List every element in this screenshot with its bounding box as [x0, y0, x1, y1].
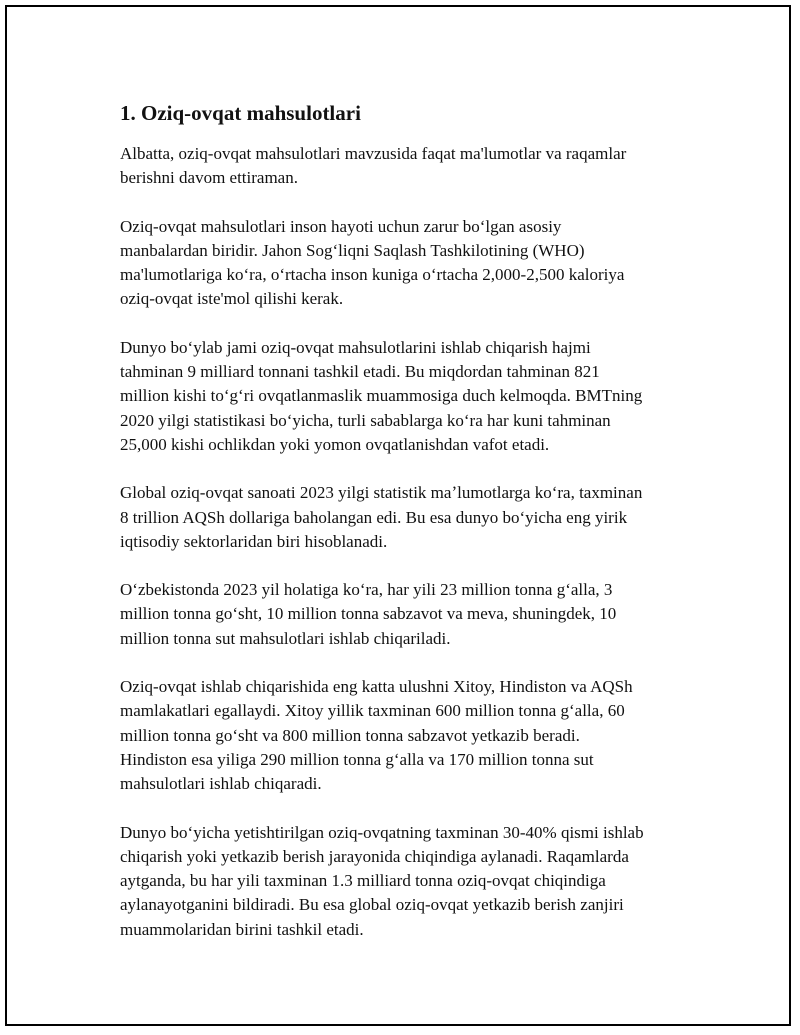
paragraph-global-industry: Global oziq-ovqat sanoati 2023 yilgi statistik maʼlumotlarga koʻra, taxminan 8 trillion AQSh dollariga baholangan edi. Bu esa dunyo boʻyicha eng yirik iqtisodiy sektorlaridan biri hisoblanadi. — [120, 483, 643, 551]
paragraph-world-production: Dunyo boʻylab jami oziq-ovqat mahsulotlarini ishlab chiqarish hajmi tahminan 9 milliard tonnani tashkil etadi. Bu miqdordan tahminan 821 million kishi toʻgʻri ovqatlanmaslik muammosiga duch kelmoqda. BMTning 2020 yilgi statistikasi boʻyicha, turli sabablarga koʻra har kuni tahminan 25,000 kishi ochlikdan yoki yomon ovqatlanishdan vafot etadi. — [120, 337, 643, 454]
section-title: 1. Oziq-ovqat mahsulotlari — [120, 101, 361, 125]
paragraph-calories: Oziq-ovqat mahsulotlari inson hayoti uchun zarur boʻlgan asosiy manbalardan biridir. Jahon Sogʻliqni Saqlash Tashkilotining (WHO) ma'lumotlariga koʻra, oʻrtacha inson kuniga oʻrtacha 2,000-2,500 kaloriya oziq-ovqat iste'mol qilishi kerak. — [120, 216, 625, 309]
paragraph-top-producers: Oziq-ovqat ishlab chiqarishida eng katta ulushni Xitoy, Hindiston va AQSh mamlakatlari egallaydi. Xitoy yillik taxminan 600 million tonna gʻalla, 60 million tonna goʻsht va 800 million tonna sabzavot yetkazib beradi. Hindiston esa yiliga 290 million tonna gʻalla va 170 million tonna sut mahsulotlari ishlab chiqaradi. — [120, 677, 633, 794]
page-frame — [5, 5, 791, 1026]
document-body — [120, 99, 710, 966]
paragraph-uzbekistan: Oʻzbekistonda 2023 yil holatiga koʻra, har yili 23 million tonna gʻalla, 3 million tonna goʻsht, 10 million tonna sabzavot va meva, shuningdek, 10 million tonna sut mahsulotlari ishlab chiqariladi. — [120, 580, 617, 648]
paragraph-intro: Albatta, oziq-ovqat mahsulotlari mavzusida faqat ma'lumotlar va raqamlar berishni davom ettiraman. — [120, 144, 627, 188]
paragraph-food-waste: Dunyo boʻyicha yetishtirilgan oziq-ovqatning taxminan 30-40% qismi ishlab chiqarish yoki yetkazib berish jarayonida chiqindiga aylanadi. Raqamlarda aytganda, bu har yili taxminan 1.3 milliard tonna oziq-ovqat chiqindiga aylanayotganini bildiradi. Bu esa global oziq-ovqat yetkazib berish zanjiri muammolaridan birini tashkil etadi. — [120, 822, 644, 939]
